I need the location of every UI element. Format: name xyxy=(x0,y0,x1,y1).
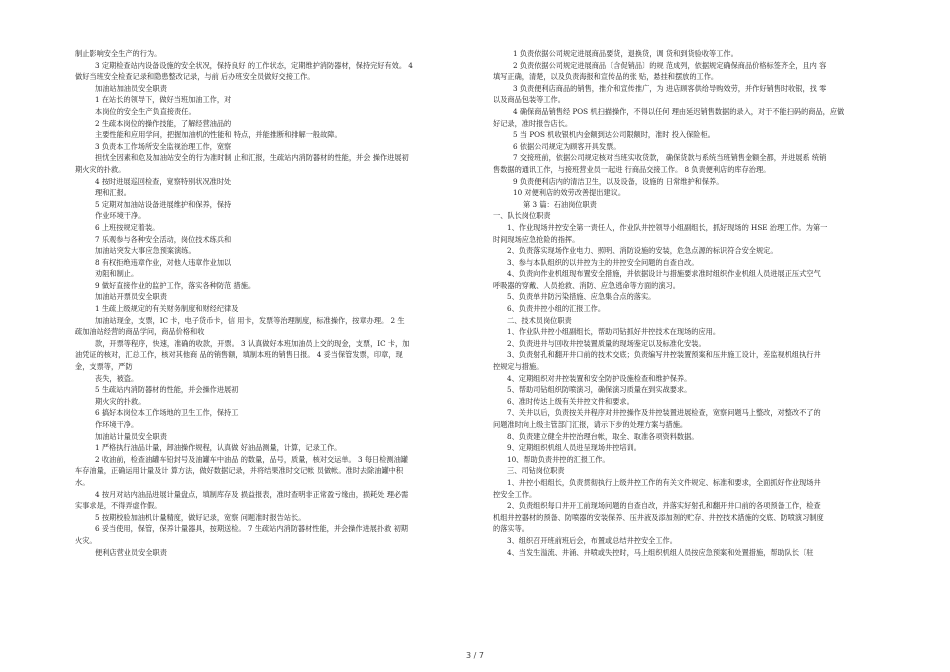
text-line: 9 负责便利店内的清洁卫生，以及设备，设施的 日常维护和保养。 xyxy=(513,176,724,186)
text-line: 的落实等。 xyxy=(493,524,529,534)
text-line: 售数据的通讯工作，与接班营业员一起进 行商品交接工作。 8 负责便利店的库存治理。 xyxy=(493,164,771,174)
text-line: 4、负责向作业机组现布置安全措施，并依据设计与措施要求准时组织作业机组人员进展正压式空气 xyxy=(507,269,821,279)
page-number: 3 / 7 xyxy=(466,651,484,660)
text-line: 三、司钻岗位职责 xyxy=(507,466,565,476)
text-line: 1 在站长的领导下，做好当班加油工作，对 xyxy=(95,95,232,105)
text-line: 6 上班按规定着装。 xyxy=(95,222,160,232)
text-line: 实事求是，不得弄虚作假。 xyxy=(75,501,162,511)
text-line: 制止影响安全生产的行为。 xyxy=(75,49,162,58)
text-line: 疏加油站经营的商品学问，商品价格和收 xyxy=(75,327,205,337)
text-line: 1 生疏上级规定的有关财务制度和财经纪律及 xyxy=(95,304,239,314)
text-line: 4、当发生溢流、井涌、井喷或失控时，马上组织机组人员按应急预案和处置措施，帮助队长〔驻 xyxy=(507,547,814,557)
text-line: 9、定期组织机组人员进呈现场井控培训。 xyxy=(507,443,641,453)
text-line: 3 定期检查站内设备设施的安全状况，保持良好 的工作状态，定期维护消防器材，保持完好有效。 4 xyxy=(95,60,413,70)
text-line: 作环境干净。 xyxy=(95,420,139,429)
text-line: 3、参与本队组织的以井控为主的井控安全问题的自查自改。 xyxy=(507,257,699,267)
text-line: 期火灾的扑救。 xyxy=(75,164,126,174)
text-line: 9 做好直接作业的监护工作，落实各种防范 措施。 xyxy=(95,280,256,290)
text-line: 2、负责落实现场作业电力、照明、消防设施的安装，危急点源的标识符合安全规定。 xyxy=(507,246,778,256)
text-line: 做好当班安全检查记录和隐患整改记录，与前 后办班安全员做好交接工作。 xyxy=(75,72,315,82)
text-line: 5 当 POS 机收银机内金额到达公司限额时，准时 投入保险柜。 xyxy=(513,130,715,140)
text-line: 5 生疏站内消防器材的性能，并会操作进展初 xyxy=(95,385,239,395)
text-line: 5、负责单井防污染措施、应急集合点的落实。 xyxy=(507,292,656,302)
text-line: 期火灾的扑救。 xyxy=(95,396,146,406)
text-line: 3、负责射孔和翻开井口前的技术交底；负责编写井控装置预案和压井施工设计，差监视机组执行井 xyxy=(507,350,821,360)
text-line: 二、技术员岗位职责 xyxy=(507,315,572,325)
text-line: 3 负责便利店商品的销售，推介和宣传推广，为 进店顾客供给导购效劳，并作好销售时收银，找 零 xyxy=(513,83,827,93)
text-line: 劝阻和制止。 xyxy=(95,269,139,279)
text-line: 呼吸器的穿戴、人员抢救、消防、应急逃命等方面的演习。 xyxy=(493,280,680,290)
text-line: 1、作业队井控小组副组长，帮助司钻抓好井控技术在现场的应用。 xyxy=(507,327,721,337)
text-line: 金，支票等，严防 xyxy=(75,362,133,372)
left-column xyxy=(75,48,465,558)
text-line: 6、准时传达上级有关井控文件和要求。 xyxy=(507,396,634,406)
text-line: 7 交接班前，依据公司规定核对当班实收货款， 确保货款与系统当班销售金额全都，并进展系 统销 xyxy=(513,153,827,163)
text-line: 3 负责本工作场所安全监视治理工作，宽察 xyxy=(95,141,232,151)
text-line: 2 生疏本岗位的操作技能，了解经营油品的 xyxy=(95,118,232,128)
text-line: 4 确保商品销售经 POS 机扫描操作，不得以任何 理由延迟销售数据的录入，对于不能扫码的商品，应做 xyxy=(513,106,845,116)
text-line: 理和汇报。 xyxy=(95,188,131,198)
text-line: 担忧全因素和危及加油站安全的行为准时制 止和汇报，生疏站内消防器材的性能，并会 操作进展初 xyxy=(95,153,409,163)
text-line: 主要性能和应用学问，把握加油机的性能和 特点，并能推断和排解一般故障。 xyxy=(95,130,342,140)
text-line: 4 按时进展巡回检查，宽察特别状况准时处 xyxy=(95,176,232,186)
text-line: 火灾。 xyxy=(75,535,97,545)
text-line: 7、关井以后，负责按关井程序对井控操作及井控装置进展检查，宽察问题马上整改，对整改不了的 xyxy=(507,408,821,418)
text-line: 1 负责依据公司规定进展商品要货，退换货，调 货和到货验收等工作。 xyxy=(513,49,738,58)
text-line: 6 妥当使用，保管，保养计量器具，按期送检。 7 生疏站内消防器材性能，并会操作进展扑救 初期 xyxy=(95,524,408,534)
text-line: 好记录，准时报告店长。 xyxy=(493,118,573,128)
text-line: 4、定期组织对井控装置和安全防护设施检查和维护保养。 xyxy=(507,373,692,383)
text-line: 丧失，被盗。 xyxy=(95,373,139,383)
text-line: 加油站突发大事应急预案演练。 xyxy=(95,246,196,256)
text-line: 1 严格执行油品计量，卸油操作规程，认真做 好油品测量，计算，记录工作。 xyxy=(95,443,342,453)
text-line: 3、组织召开班前班后会，布置或总结井控安全工作。 xyxy=(507,535,677,545)
text-line: 8、负责建立健全井控治理台帐，取全、取准各项资料数据。 xyxy=(507,431,699,441)
text-line: 4 按月对站内油品进展计量盘点，填制库存及 损益报表，准时查明非正常盈亏缘由，损耗处 理必需 xyxy=(95,489,409,499)
text-line: 加油站计量员安全职责 xyxy=(95,431,167,441)
text-line: 10 对便利店的效劳改善提出建议。 xyxy=(513,188,626,198)
text-line: 6 搞好本岗位本工作场地的卫生工作，保持工 xyxy=(95,408,239,418)
text-line: 2、负责组织每口井开工前现场问题的自查自改，并落实好射孔和翻开井口前的各项预备工作，检查 xyxy=(507,501,821,511)
text-line: 控安全工作。 xyxy=(493,489,537,499)
text-line: 油凭证的核对，汇总工作，核对其他商 品的销售额，填制本班的销售日报。 4 妥当保管发票，印章，现 xyxy=(75,350,403,360)
text-line: 时间现场应急抢险的指挥。 xyxy=(493,234,580,244)
text-line: 2 负责依据公司规定进展商品〔含促销品〕的规 范成列，依据规定确保商品价格标签齐全，且内 容 xyxy=(513,60,827,70)
text-line: 加油站现金，支票，IC 卡，电子货币卡，信 用卡，发票等治理制度，标准操作，按章办理。 2 生 xyxy=(95,315,405,325)
text-line: 款，开票等程序，快速，准确的收款，开票。 3 认真做好本班加油员上交的现金，支票，IC 卡，加 xyxy=(95,338,410,348)
text-line: 便利店营业员安全职责 xyxy=(95,547,167,557)
text-line: 填写正确，清楚，以及负责海报和宣传品的张 贴，悬挂和摆放的工作。 xyxy=(493,72,719,82)
text-line: 第 3 篇：石油岗位职责 xyxy=(523,199,597,209)
text-line: 10、帮助负责井控的汇报工作。 xyxy=(507,454,610,464)
right-column xyxy=(493,48,885,558)
text-line: 5、帮助司钻组织防喷演习，确保演习质量在到实战要求。 xyxy=(507,385,692,395)
text-line: 8 有权拒绝违章作业，对他人违章作业加以 xyxy=(95,257,232,267)
text-line: 本岗位的安全生产负直接责任。 xyxy=(95,106,196,116)
text-line: 5 按期校验加油机计量精度，做好记录，宽察 问题准时报告站长。 xyxy=(95,512,306,522)
text-line: 作业环境干净。 xyxy=(95,211,146,221)
text-line: 6 依据公司规定为顾客开具发票。 xyxy=(513,141,621,151)
text-line: 加油站加油员安全职责 xyxy=(95,83,167,93)
text-line: 5 定期对加油站设备进展维护和保养，保持 xyxy=(95,199,232,209)
text-line: 加油站开票员安全职责 xyxy=(95,292,167,302)
text-line: 1、作业现场井控安全第一责任人，作业队井控领导小组副组长，抓好现场的 HSE 治理工作。为第一 xyxy=(507,222,828,232)
text-line: 控规定与措施。 xyxy=(493,362,544,372)
text-line: 6、负责井控小组的汇报工作。 xyxy=(507,304,606,314)
text-line: 7 乐观参与各种安全活动，岗位技术练兵和 xyxy=(95,234,232,244)
text-line: 1、井控小组组长，负责贯彻执行上级井控工作的有关文件规定、标准和要求，全面抓好作业现场井 xyxy=(507,477,821,487)
text-line: 一、队长岗位职责 xyxy=(493,211,551,221)
text-line: 2、负责进井与回收井控装置质量的现场鉴定以及标准化安装。 xyxy=(507,338,706,348)
text-line: 2 收油前，检查油罐车铅封号及油罐车中油品 的数量，品号，质量，核对交运单。 3 每日检测油罐 xyxy=(95,454,408,464)
text-line: 水。 xyxy=(75,477,90,487)
text-line: 车存油量，正确运用计量及计 算方法，做好数据记录，并将结果准时交记帐 员做帐。准时去除油罐中积 xyxy=(75,466,404,476)
text-line: 机组井控器材的预备、防喷器的安装保养、压井液及添加剂的贮存、井控技术措施的交底、防喷演习制度 xyxy=(493,512,824,522)
text-line: 问题准时向上级主管部门汇报，请示下步的处理方案与措施。 xyxy=(493,420,688,429)
text-line: 以及商品包装等工作。 xyxy=(493,95,565,105)
